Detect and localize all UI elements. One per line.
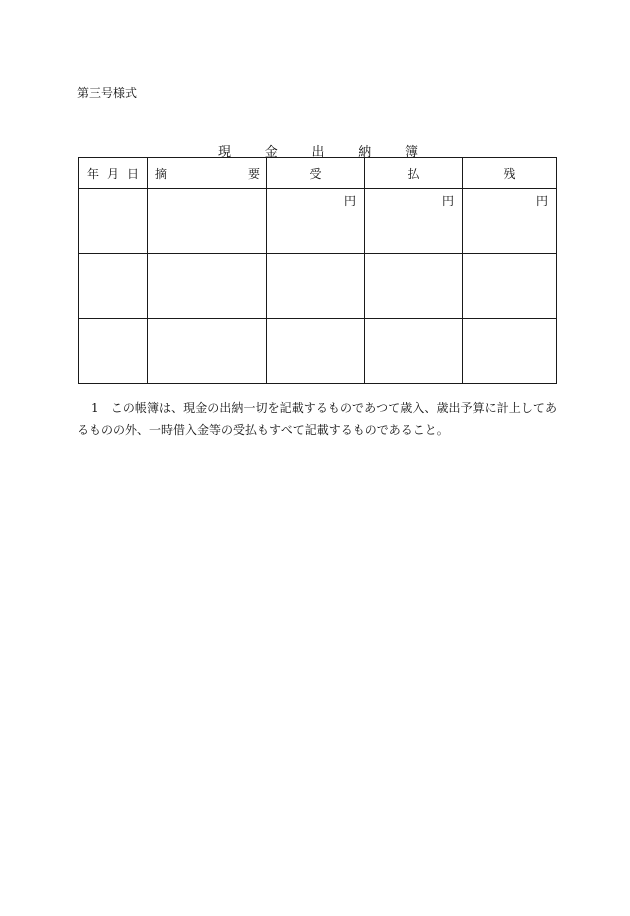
title-char: 出 [311,145,325,160]
usage-note: 1 この帳簿は、現金の出納一切を記載するものであつて歳入、歳出予算に計上してあるものの外、一時借入金等の受払もすべて記載するものであること。 [77,401,557,437]
balance-cell[interactable] [463,189,557,254]
description-header-char: 要 [247,166,260,181]
table-row [79,319,557,384]
title-char: 金 [264,145,278,160]
title-char: 簿 [404,145,418,160]
month-label: 月 [106,166,119,181]
description-cell[interactable] [148,189,267,254]
receipt-cell[interactable] [267,319,365,384]
date-header [79,158,148,189]
description-cell[interactable] [148,319,267,384]
date-cell[interactable] [79,254,148,319]
balance-cell[interactable] [463,319,557,384]
receipt-cell[interactable] [267,189,365,254]
balance-cell[interactable] [463,254,557,319]
payment-cell[interactable] [365,254,463,319]
yen-unit: 円 [535,194,548,208]
yen-unit: 円 [343,194,356,208]
description-cell[interactable] [148,254,267,319]
receipt-cell[interactable] [267,254,365,319]
yen-unit: 円 [441,194,454,208]
table-row [79,254,557,319]
form-number: 第三号様式 [77,86,138,100]
payment-header: 払 [365,158,463,189]
table-header-row [79,158,557,189]
payment-cell[interactable] [365,319,463,384]
balance-header: 残 [463,158,557,189]
day-label: 日 [126,166,139,181]
title-char: 現 [218,145,232,160]
table-row [79,189,557,254]
payment-cell[interactable] [365,189,463,254]
description-header [148,158,267,189]
year-label: 年 [87,166,100,181]
date-cell[interactable] [79,319,148,384]
description-header-char: 摘 [155,166,168,181]
title-char: 納 [358,145,372,160]
cash-ledger-table [78,157,557,384]
date-cell[interactable] [79,189,148,254]
receipt-header: 受 [267,158,365,189]
